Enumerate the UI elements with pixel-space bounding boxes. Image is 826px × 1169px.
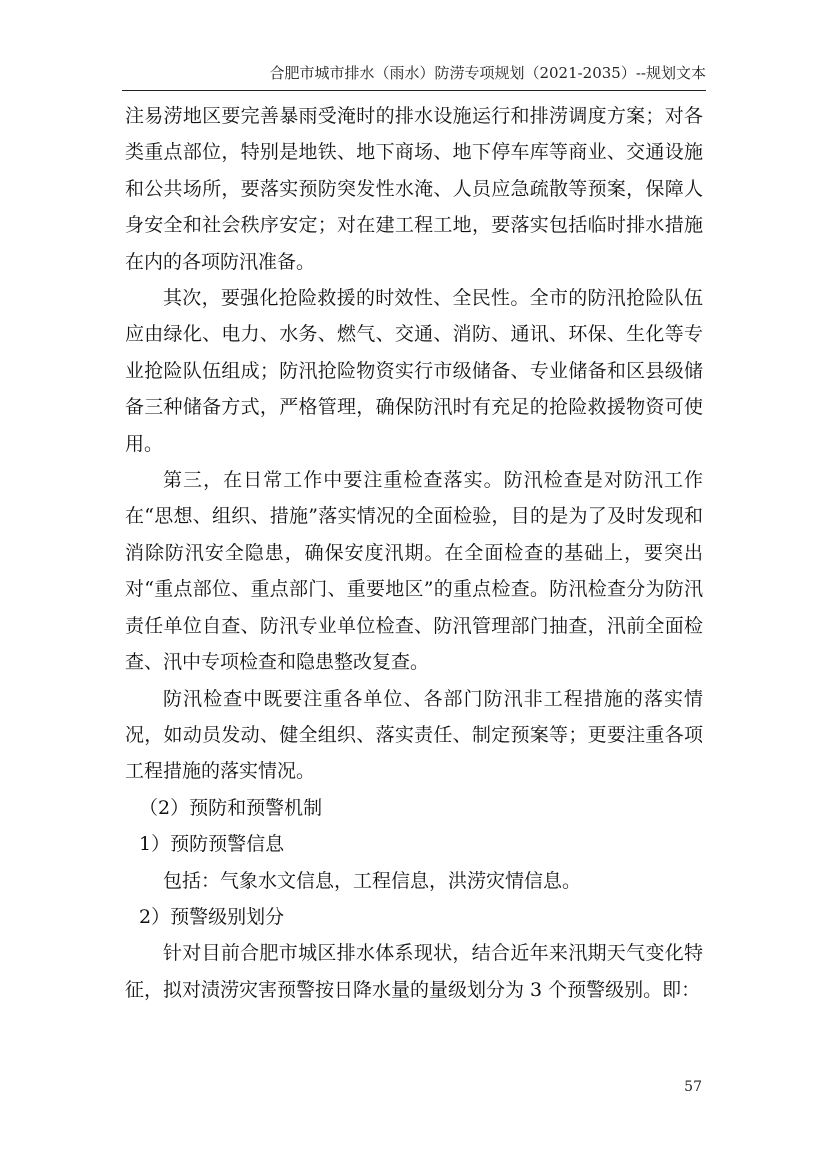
paragraph-warning-info: 包括：气象水文信息，工程信息，洪涝灾情信息。: [163, 869, 582, 892]
paragraph-inspection: 第三，在日常工作中要注重检查落实。防汛检查是对防汛工作在“思想、组织、措施”落实情况的全面检验，目的是为了及时发现和消除防汛安全隐患，确保安度汛期。在全面检查的基础上，要突出对“重点部位、重点部门、重要地区”的重点检查。防汛检查分为防汛责任单位自查、防汛专业单位检查、防汛管理部门抽查，汛前全面检查、汛中专项检查和隐患整改复查。: [125, 469, 703, 674]
page-number: 57: [684, 1079, 702, 1095]
paragraph-rescue: 其次，要强化抢险救援的时效性、全民性。全市的防汛抢险队伍应由绿化、电力、水务、燃气、交通、消防、通讯、环保、生化等专业抢险队伍组成；防汛抢险物资实行市级储备、专业储备和区县级储备三种储备方式，严格管理，确保防汛时有充足的抢险救援物资可使用。: [125, 287, 703, 455]
header-title: 合肥市城市排水（雨水）防涝专项规划（2021-2035）--规划文本: [269, 64, 706, 82]
section-heading-prevention-warning: （2）预防和预警机制: [139, 796, 323, 819]
subheading-warning-levels: 2）预警级别划分: [139, 905, 285, 928]
paragraph-continuation: 注易涝地区要完善暴雨受淹时的排水设施运行和排涝调度方案；对各类重点部位，特别是地铁、地下商场、地下停车库等商业、交通设施和公共场所，要落实预防突发性水淹、人员应急疏散等预案，保障人身安全和社会秩序安定；对在建工程工地，要落实包括临时排水措施在内的各项防汛准备。: [125, 105, 703, 273]
body-text: [125, 98, 703, 1008]
subheading-warning-info: 1）预防预警信息: [139, 833, 285, 856]
paragraph-inspection-focus: 防汛检查中既要注重各单位、各部门防汛非工程措施的落实情况，如动员发动、健全组织、落实责任、制定预案等；更要注重各项工程措施的落实情况。: [125, 687, 703, 783]
paragraph-warning-levels: 针对目前合肥市城区排水体系现状，结合近年来汛期天气变化特征，拟对渍涝灾害预警按日降水量的量级划分为 3 个预警级别。即：: [125, 942, 703, 1001]
page-header: [122, 62, 706, 91]
